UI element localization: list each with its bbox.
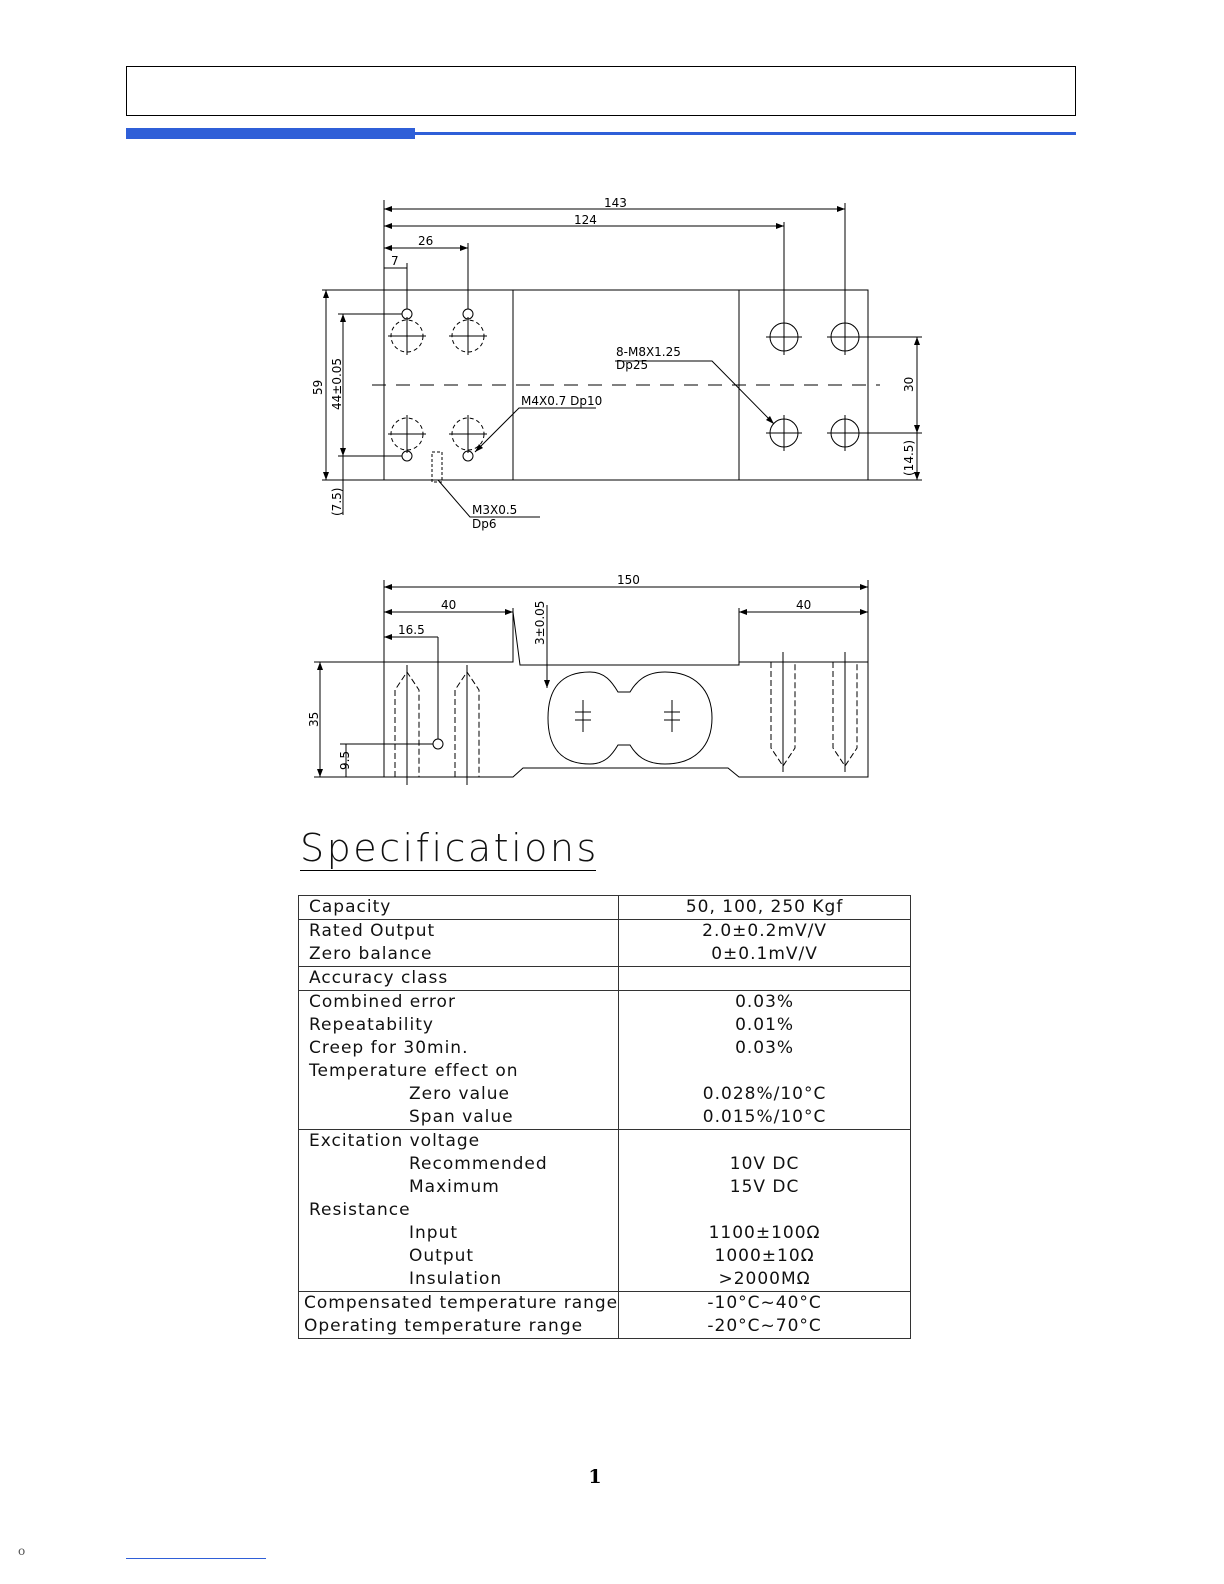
callout-label: M3X0.5 — [472, 503, 518, 517]
dim-label: 150 — [617, 573, 640, 587]
spec-label: Zero balance — [309, 944, 433, 964]
dim-label: 3±0.05 — [533, 600, 547, 645]
spec-label: Repeatability — [309, 1015, 434, 1035]
spec-label: Combined error — [309, 992, 456, 1012]
spec-value: 50, 100, 250 Kgf — [685, 897, 844, 917]
spec-value: 0.03% — [735, 992, 795, 1012]
dim-label: 16.5 — [398, 623, 425, 637]
footer-mark: o — [18, 1544, 26, 1558]
page-number: 1 — [588, 1466, 602, 1488]
specifications-title: Specifications — [300, 826, 599, 870]
spec-label: Capacity — [309, 897, 392, 917]
spec-value: 10V DC — [729, 1154, 800, 1174]
specifications-table — [298, 895, 911, 1339]
spec-label: Span value — [409, 1107, 514, 1127]
callout-label: Dp25 — [616, 358, 649, 372]
spec-value: 15V DC — [729, 1177, 800, 1197]
table-row — [299, 967, 911, 991]
spec-value-cell — [619, 991, 911, 1130]
dim-label: 30 — [902, 376, 916, 392]
dim-label: 7 — [391, 254, 399, 268]
dim-label: (7.5) — [330, 487, 344, 516]
spec-label-cell — [299, 1292, 619, 1339]
table-row — [299, 920, 911, 967]
spec-label: Accuracy class — [309, 968, 449, 988]
dim-label: 9.5 — [338, 750, 352, 770]
spec-value-cell — [619, 920, 911, 967]
spec-label-cell — [299, 920, 619, 967]
dim-label: 35 — [307, 711, 321, 727]
callout-label: Dp6 — [472, 517, 497, 531]
spec-label: Excitation voltage — [309, 1131, 481, 1151]
spec-value-cell — [619, 967, 911, 991]
technical-drawing — [300, 190, 940, 800]
spec-label: Operating temperature range — [304, 1316, 584, 1336]
spec-value: -10°C~40°C — [707, 1293, 822, 1313]
spec-value: >2000MΩ — [718, 1269, 811, 1289]
spec-value: 0.03% — [735, 1038, 795, 1058]
spec-label: Input — [409, 1223, 459, 1243]
spec-label: Insulation — [409, 1269, 503, 1289]
callout-label: 8-M8X1.25 — [616, 345, 681, 359]
table-row — [299, 896, 911, 920]
header-accent-bar — [126, 128, 415, 139]
spec-label: Creep for 30min. — [309, 1038, 469, 1058]
table-row — [299, 1292, 911, 1339]
spec-label: Maximum — [409, 1177, 500, 1197]
dim-label: 26 — [418, 234, 434, 248]
dim-label: 124 — [574, 213, 597, 227]
dim-label: (14.5) — [902, 439, 916, 476]
spec-label: Temperature effect on — [309, 1061, 519, 1081]
spec-label-cell — [299, 967, 619, 991]
callout-label: M4X0.7 Dp10 — [521, 394, 603, 408]
dim-label: 44±0.05 — [330, 357, 344, 410]
spec-label: Rated Output — [309, 921, 436, 941]
spec-value-cell — [619, 1292, 911, 1339]
spec-label-cell — [299, 896, 619, 920]
spec-label-cell — [299, 991, 619, 1130]
drawing-svg — [300, 190, 940, 800]
strain-gauge-cavity — [548, 672, 712, 764]
footer-link-underline — [126, 1558, 266, 1559]
spec-value: 1000±10Ω — [714, 1246, 815, 1266]
spec-value: 0.01% — [735, 1015, 795, 1035]
spec-value: 2.0±0.2mV/V — [702, 921, 827, 941]
spec-label: Compensated temperature range — [304, 1293, 619, 1313]
spec-value: 1100±100Ω — [708, 1223, 821, 1243]
spec-value: 0±0.1mV/V — [711, 944, 818, 964]
spec-label: Zero value — [409, 1084, 510, 1104]
dim-label: 40 — [441, 598, 457, 612]
spec-value: -20°C~70°C — [707, 1316, 822, 1336]
spec-label: Resistance — [309, 1200, 411, 1220]
spec-value: 0.028%/10°C — [702, 1084, 827, 1104]
spec-value: 0.015%/10°C — [702, 1107, 827, 1127]
header-box — [126, 66, 1076, 116]
spec-value-cell — [619, 1130, 911, 1292]
dim-label: 40 — [796, 598, 812, 612]
spec-label-cell — [299, 1130, 619, 1292]
table-row — [299, 1130, 911, 1292]
spec-value-cell — [619, 896, 911, 920]
spec-label: Output — [409, 1246, 475, 1266]
table-row — [299, 991, 911, 1130]
header-accent-line — [415, 132, 1076, 135]
spec-label: Recommended — [409, 1154, 548, 1174]
dim-label: 143 — [604, 196, 627, 210]
dim-label: 59 — [311, 379, 325, 395]
